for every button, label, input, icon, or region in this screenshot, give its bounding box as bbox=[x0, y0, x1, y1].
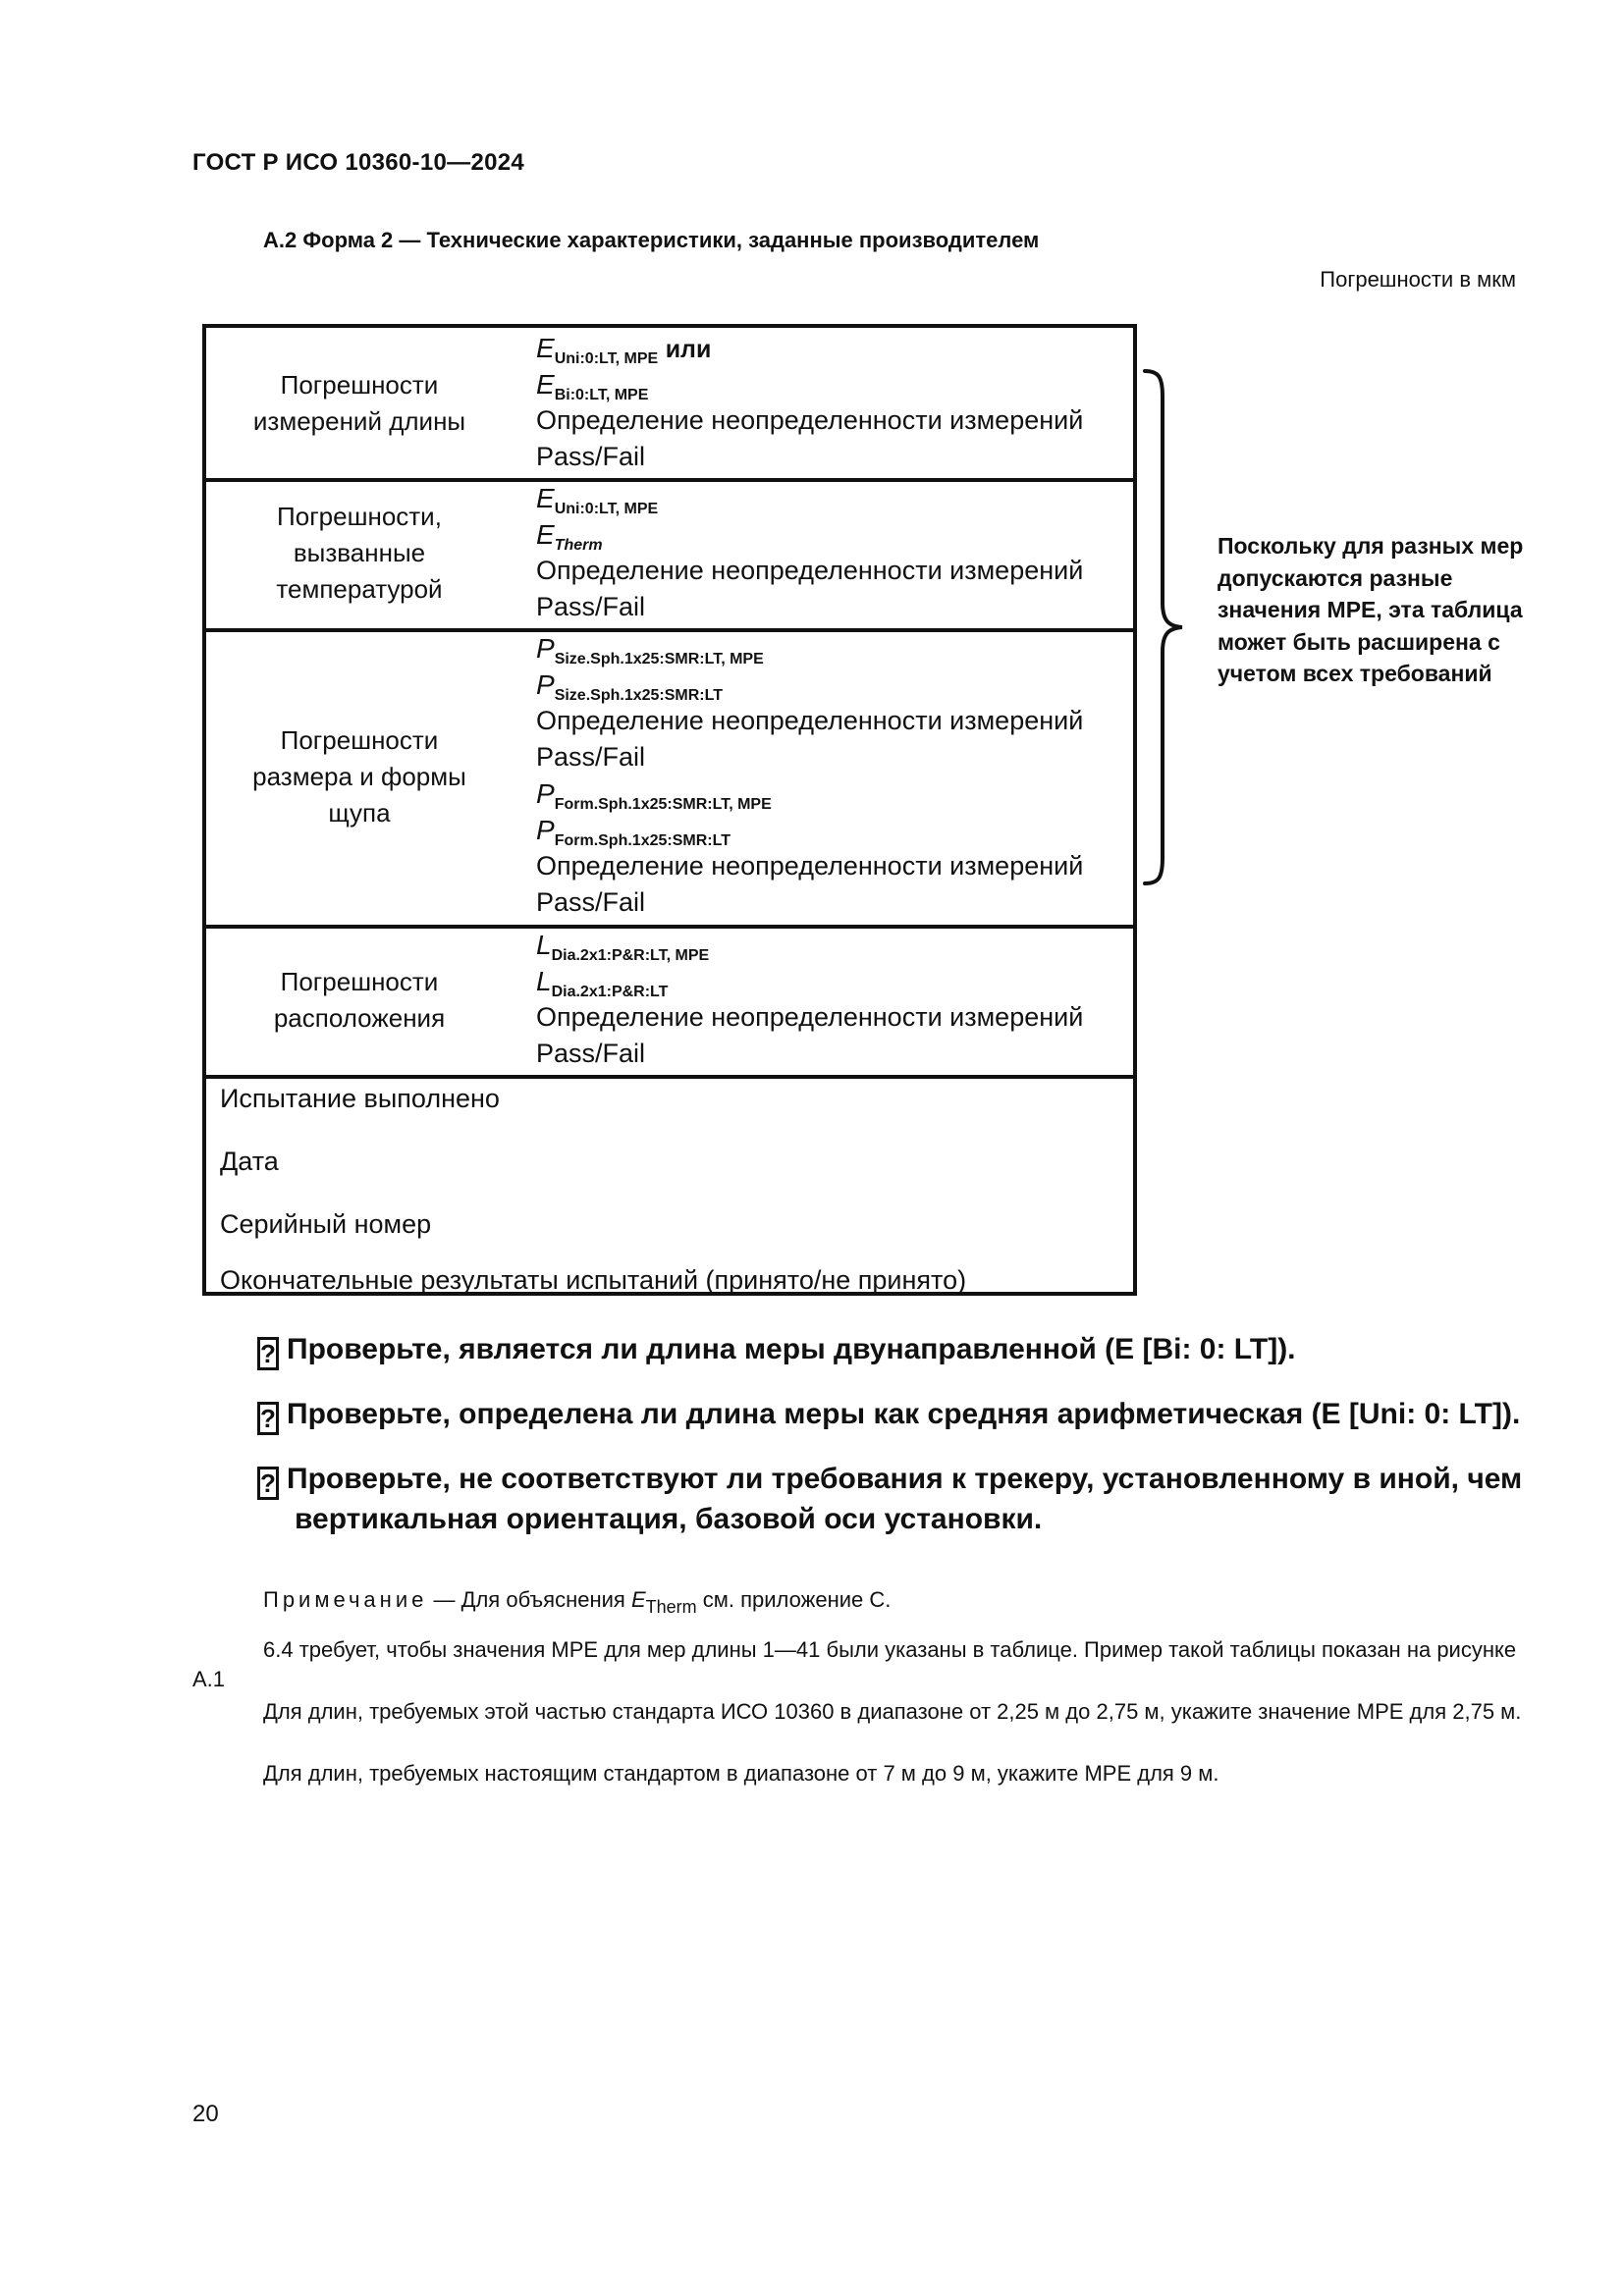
param-item: $P_{Form.Sph.1x25:SMR:LT, MPE}$ bbox=[536, 778, 772, 813]
curly-brace-icon bbox=[1141, 367, 1186, 887]
check-item: ? Проверьте, определена ли длина меры как средняя арифметическая (E [Uni: 0: LT]). bbox=[257, 1395, 1534, 1435]
section-title: А.2 Форма 2 — Технические характеристики, заданные производителем bbox=[263, 228, 1040, 252]
row-label-line: Погрешности bbox=[280, 724, 439, 755]
pass-fail-item: Pass/Fail bbox=[536, 742, 646, 772]
row-label-line: Погрешности, bbox=[277, 502, 442, 531]
param-item: $E_{Therm}$ bbox=[536, 519, 603, 554]
param-item: $E_{Uni:0:LT, MPE}$ или bbox=[536, 333, 712, 367]
row-label-line: измерений длины bbox=[252, 405, 466, 436]
uncertainty-item: Определение неопределенности измерений bbox=[536, 556, 1084, 585]
question-box-icon: ? bbox=[257, 1402, 279, 1435]
pass-fail-item: Pass/Fail bbox=[536, 592, 646, 621]
row-thermal-errors bbox=[206, 478, 1133, 632]
param-item: $E_{Uni:0:LT, MPE}$ bbox=[536, 483, 659, 517]
row-label-line: Погрешности bbox=[280, 966, 439, 996]
param-item: $P_{Form.Sph.1x25:SMR:LT}$ bbox=[536, 815, 731, 849]
paragraph: 6.4 требует, чтобы значения МРЕ для мер длины 1—41 были указаны в таблице. Пример такой таблицы показан на рисунке А.1 bbox=[192, 1637, 1517, 1691]
final-results-field: Окончательные результаты испытаний (принято/не принято) bbox=[220, 1265, 967, 1295]
side-note: Поскольку для разных мер допускаются разные значения МРЕ, эта таблица может быть расширена с учетом всех требований bbox=[1218, 533, 1524, 686]
paragraph: Для длин, требуемых настоящим стандартом в диапазоне от 7 м до 9 м, укажите МРЕ для 9 м. bbox=[263, 1761, 1219, 1786]
row-label-line: расположения bbox=[273, 1002, 446, 1033]
document-header: ГОСТ Р ИСО 10360-10—2024 bbox=[192, 149, 525, 176]
row-label-line: размера и формы bbox=[252, 761, 466, 791]
row-label-line: щупа bbox=[328, 797, 391, 828]
param-item: $L_{Dia.2x1:P\&R:LT}$ bbox=[536, 966, 669, 1000]
note-line: Примечание — Для объяснения $E_{Therm}$ см. приложение С. bbox=[263, 1587, 892, 1617]
check-item: ? Проверьте, не соответствуют ли требования к трекеру, установленному в иной, чем вертикальная ориентация, базовой оси установки. bbox=[257, 1460, 1534, 1538]
row-label-line: вызванные bbox=[293, 538, 426, 567]
question-box-icon: ? bbox=[257, 1467, 279, 1500]
row-length-errors bbox=[206, 328, 1133, 482]
units-note: Погрешности в мкм bbox=[1320, 267, 1516, 292]
test-performed-field: Испытание выполнено bbox=[220, 1084, 500, 1113]
uncertainty-item: Определение неопределенности измерений bbox=[536, 1002, 1084, 1032]
row-label bbox=[206, 478, 513, 628]
row-label-line: температурой bbox=[276, 574, 443, 604]
date-field: Дата bbox=[220, 1147, 279, 1176]
row-label bbox=[206, 328, 513, 478]
paragraph: Для длин, требуемых этой частью стандарта ИСО 10360 в диапазоне от 2,25 м до 2,75 м, укажите значение МРЕ для 2,75 м. bbox=[263, 1699, 1522, 1724]
uncertainty-item: Определение неопределенности измерений bbox=[536, 851, 1084, 881]
page-number: 20 bbox=[192, 2101, 219, 2127]
param-item: $L_{Dia.2x1:P\&R:LT, MPE}$ bbox=[536, 930, 710, 964]
uncertainty-item: Определение неопределенности измерений bbox=[536, 706, 1084, 735]
row-probe-errors bbox=[206, 628, 1133, 929]
pass-fail-item: Pass/Fail bbox=[536, 1039, 646, 1068]
row-position-errors bbox=[206, 925, 1133, 1079]
serial-number-field: Серийный номер bbox=[220, 1209, 432, 1239]
pass-fail-item: Pass/Fail bbox=[536, 442, 646, 471]
pass-fail-item: Pass/Fail bbox=[536, 887, 646, 917]
row-label-line: Погрешности bbox=[280, 369, 439, 400]
param-item: $E_{Bi:0:LT, MPE}$ bbox=[536, 369, 649, 403]
param-item: $P_{Size.Sph.1x25:SMR:LT}$ bbox=[536, 669, 723, 704]
param-item: $P_{Size.Sph.1x25:SMR:LT, MPE}$ bbox=[536, 633, 764, 667]
uncertainty-item: Определение неопределенности измерений bbox=[536, 405, 1084, 435]
check-item: ? Проверьте, является ли длина меры двунаправленной (E [Bi: 0: LT]). bbox=[257, 1330, 1534, 1370]
question-box-icon: ? bbox=[257, 1337, 279, 1370]
form-table bbox=[202, 324, 1137, 1296]
row-label bbox=[206, 925, 513, 1075]
row-label bbox=[206, 628, 513, 925]
